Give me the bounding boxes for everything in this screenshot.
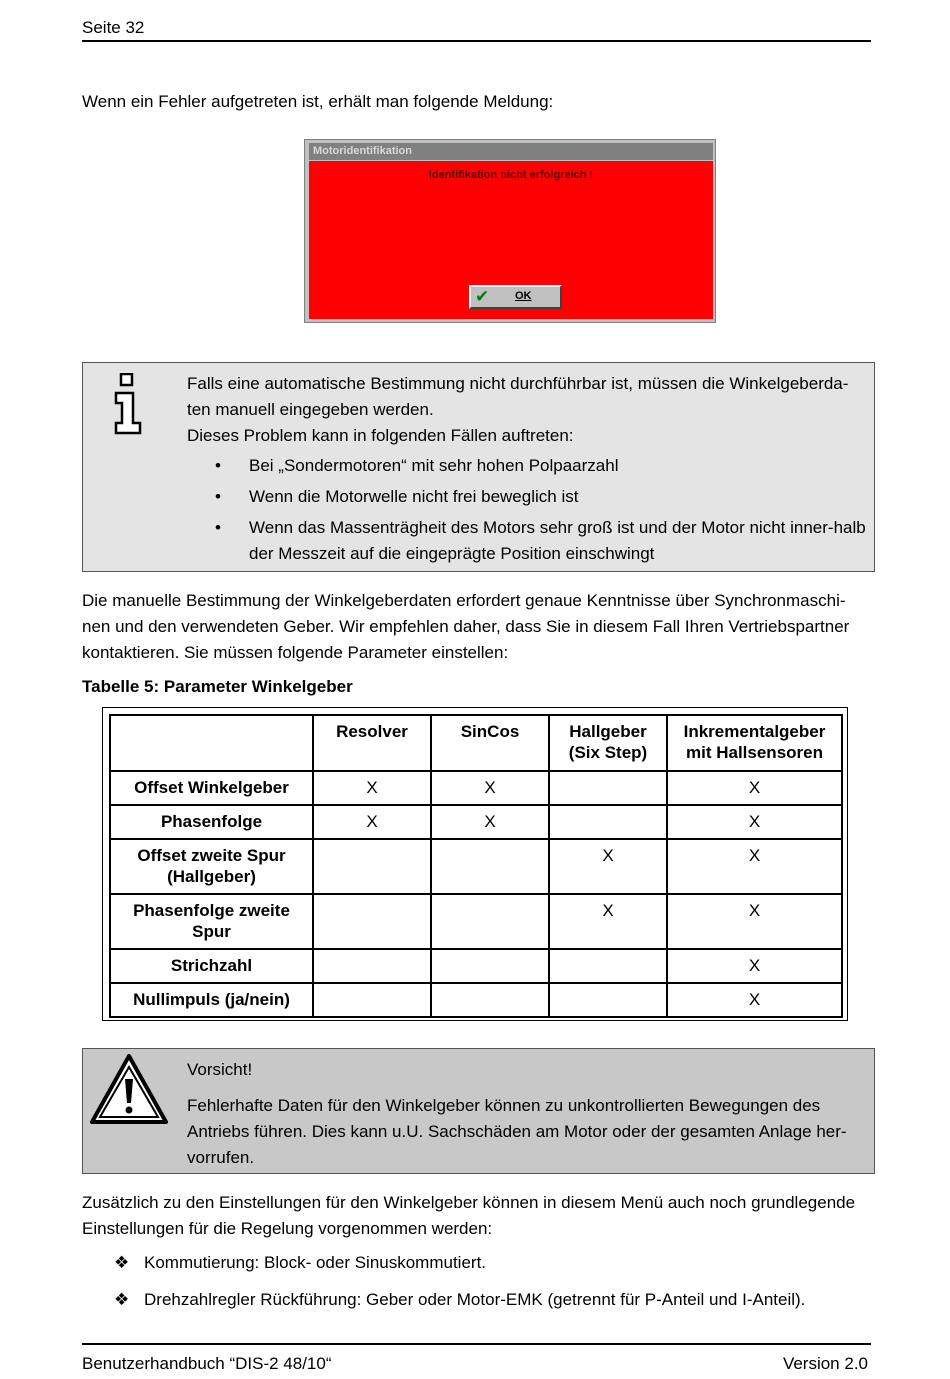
paragraph-additional-settings: Zusätzlich zu den Einstellungen für den Winkelgeber können in diesem Menü auch noch grundlegende Einstellungen für die Regelung vorgenommen werden:	[82, 1193, 856, 1238]
table-row	[110, 894, 842, 949]
table-cell: X	[667, 894, 842, 949]
table-cell: X	[431, 805, 549, 839]
bullet-text: Drehzahlregler Rückführung: Geber oder Motor-EMK (getrennt für P-Anteil und I-Anteil).	[144, 1290, 806, 1309]
warning-text: Fehlerhafte Daten für den Winkelgeber können zu unkontrollierten Bewegungen des Antriebs führen. Dies kann u.U. Sachschäden am Motor oder der gesamten Anlage her-vorrufen.	[187, 1096, 847, 1167]
table-row-label: Strichzahl	[110, 949, 313, 983]
table-row	[110, 771, 842, 805]
table-cell: X	[549, 839, 667, 894]
table-cell: X	[313, 771, 431, 805]
table-row	[110, 839, 842, 894]
list-item	[114, 1290, 805, 1310]
info-list	[187, 453, 867, 567]
parameter-table	[109, 714, 843, 1018]
dialog-message: Identifikation nicht erfolgreich !	[428, 169, 594, 181]
list-item: • Wenn die Motorwelle nicht frei beweglich ist	[187, 484, 867, 510]
checkmark-icon: ✔	[475, 287, 490, 306]
table-cell	[431, 983, 549, 1017]
table-cell: X	[667, 983, 842, 1017]
table-row	[110, 949, 842, 983]
table-row-label: Phasenfolge zweite Spur	[110, 894, 313, 949]
table-cell	[313, 983, 431, 1017]
dialog-title: Motoridentifikation	[309, 143, 713, 160]
parameter-table-frame	[102, 707, 848, 1021]
page-number: Seite 32	[82, 18, 145, 37]
table-cell: X	[667, 771, 842, 805]
table-cell: X	[667, 839, 842, 894]
paragraph-manual-determination: Die manuelle Bestimmung der Winkelgeberdaten erfordert genaue Kenntnisse über Synchronmaschi-nen und den verwendeten Geber. Wir empfehlen daher, dass Sie in diesem Fall Ihren Vertriebspartner kontaktieren. Sie müssen folgende Parameter einstellen:	[82, 591, 850, 662]
table-cell: X	[313, 805, 431, 839]
table-header-cell: Inkrementalgeber mit Hallsensoren	[667, 715, 842, 771]
list-item: • Wenn das Massenträgheit des Motors sehr groß ist und der Motor nicht inner-halb der Messzeit auf die eingeprägte Position einschwingt	[187, 515, 867, 567]
ok-button[interactable]	[469, 285, 562, 309]
table-row-label: Phasenfolge	[110, 805, 313, 839]
table-cell: X	[667, 949, 842, 983]
warning-title: Vorsicht!	[187, 1060, 253, 1079]
table-cell: X	[431, 771, 549, 805]
footer-manual-title: Benutzerhandbuch “DIS-2 48/10“	[82, 1354, 332, 1373]
table-row	[110, 805, 842, 839]
table-row-label: Offset zweite Spur (Hallgeber)	[110, 839, 313, 894]
table-cell	[431, 839, 549, 894]
table-cell	[313, 949, 431, 983]
dialog-body	[309, 161, 713, 319]
table-row	[110, 983, 842, 1017]
warning-triangle-icon	[89, 1053, 169, 1125]
info-line-1: Falls eine automatische Bestimmung nicht durchführbar ist, müssen die Winkelgeberda-	[187, 374, 849, 393]
table-row-label: Nullimpuls (ja/nein)	[110, 983, 313, 1017]
list-item: • Bei „Sondermotoren“ mit sehr hohen Polpaarzahl	[187, 453, 867, 479]
info-note-box	[82, 362, 875, 572]
table-cell: X	[667, 805, 842, 839]
table-header-cell	[110, 715, 313, 771]
table-cell	[549, 771, 667, 805]
warning-box	[82, 1048, 875, 1174]
table-cell	[313, 894, 431, 949]
list-item	[114, 1253, 486, 1273]
table-cell	[431, 949, 549, 983]
info-icon	[113, 373, 143, 435]
info-line-2: ten manuell eingegeben werden.	[187, 400, 434, 419]
table-cell	[549, 949, 667, 983]
footer-version: Version 2.0	[782, 1354, 868, 1373]
error-dialog-screenshot	[304, 139, 716, 323]
diamond-bullet-icon: ❖	[114, 1253, 130, 1272]
bullet-text: Kommutierung: Block- oder Sinuskommutiert.	[144, 1253, 487, 1272]
header-rule	[82, 40, 871, 42]
table-row-label: Offset Winkelgeber	[110, 771, 313, 805]
table-caption: Tabelle 5: Parameter Winkelgeber	[82, 677, 353, 696]
table-cell	[549, 983, 667, 1017]
table-header-cell: SinCos	[431, 715, 549, 771]
ok-button-label: OK	[515, 290, 532, 302]
table-header-row	[110, 715, 842, 771]
intro-text: Wenn ein Fehler aufgetreten ist, erhält man folgende Meldung:	[82, 92, 554, 111]
table-cell	[431, 894, 549, 949]
footer-rule	[82, 1343, 871, 1345]
table-header-cell: Resolver	[313, 715, 431, 771]
table-cell	[313, 839, 431, 894]
table-cell: X	[549, 894, 667, 949]
table-cell	[549, 805, 667, 839]
info-line-3: Dieses Problem kann in folgenden Fällen auftreten:	[187, 426, 574, 445]
diamond-bullet-icon: ❖	[114, 1290, 130, 1309]
table-header-cell: Hallgeber (Six Step)	[549, 715, 667, 771]
